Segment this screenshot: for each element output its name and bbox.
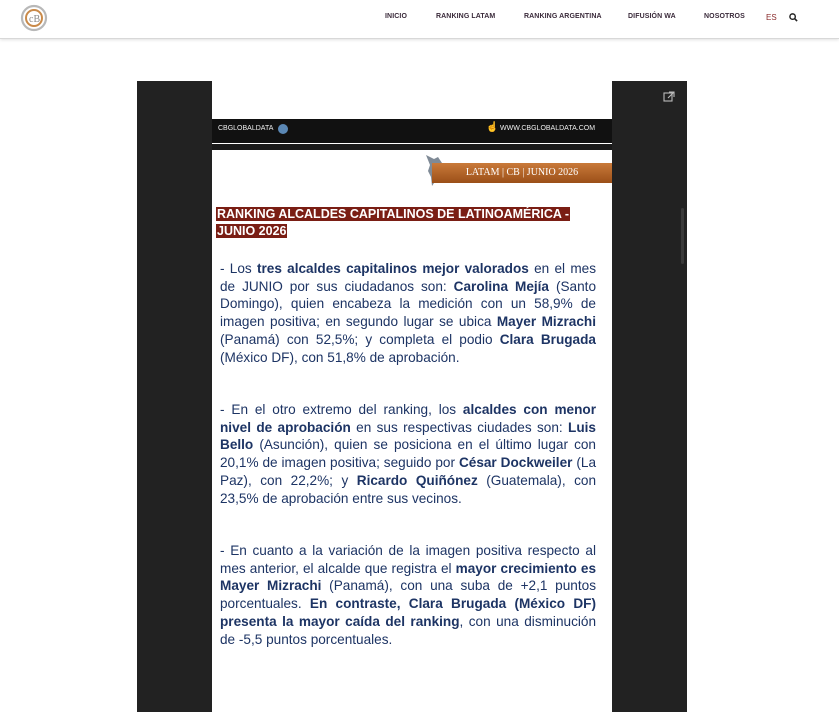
svg-text:cB: cB [29, 14, 41, 25]
document-header-strip [212, 119, 612, 143]
document-title: RANKING ALCALDES CAPITALINOS DE LATINOAMÉRICA - JUNIO 2026 [217, 207, 570, 238]
external-link-icon[interactable] [663, 91, 675, 103]
nav-ranking-argentina[interactable]: RANKING ARGENTINA [524, 13, 602, 20]
paragraph-variation: - En cuanto a la variación de la imagen positiva respecto al mes anterior, el alcalde que registra el mayor crecimiento es Mayer Mizrachi (Panamá), con una suba de +2,1 puntos porcentuales. En contraste, Clara Brugada (México DF) presenta la mayor caída del ranking, con una disminución de -5,5 puntos porcentuales. [220, 543, 597, 647]
cb-logo[interactable] [20, 4, 48, 32]
nav-ranking-latam[interactable]: RANKING LATAM [436, 13, 496, 20]
header-divider [212, 144, 612, 150]
website-label: WWW.CBGLOBALDATA.COM [500, 125, 596, 132]
document-page [212, 81, 612, 712]
embedded-document-viewer[interactable] [137, 81, 687, 712]
search-icon[interactable] [789, 13, 798, 22]
viewer-scrollbar[interactable] [681, 208, 684, 264]
nav-difusion-wa[interactable]: DIFUSIÓN WA [628, 13, 676, 20]
nav-inicio[interactable]: INICIO [385, 13, 407, 20]
language-selector[interactable]: ES [766, 13, 777, 22]
verified-badge-icon [278, 124, 288, 134]
pointer-hand-icon: ☝ [486, 122, 499, 133]
date-banner: LATAM | CB | JUNIO 2026 [432, 163, 612, 183]
paragraph-best-rated: - Los tres alcaldes capitalinos mejor valorados en el mes de JUNIO por sus ciudadanos son: Carolina Mejía (Santo Domingo), quien encabeza la medición con un 58,9% de imagen positiva; en segundo lugar se ubica Mayer Mizrachi (Panamá) con 52,5%; y completa el podio Clara Brugada (México DF), con 51,8% de aprobación. [220, 261, 597, 365]
paragraph-lowest-rated: - En el otro extremo del ranking, los alcaldes con menor nivel de aprobación en sus respectivas ciudades son: Luis Bello (Asunción), quien se posiciona en el último lugar con 20,1% de imagen positiva; seguido por César Dockweiler (La Paz), con 22,2%; y Ricardo Quiñónez (Guatemala), con 23,5% de aprobación entre sus vecinos. [220, 402, 597, 506]
top-navigation-bar [0, 0, 839, 39]
nav-nosotros[interactable]: NOSOTROS [704, 13, 745, 20]
brand-label: CBGLOBALDATA [218, 125, 274, 132]
